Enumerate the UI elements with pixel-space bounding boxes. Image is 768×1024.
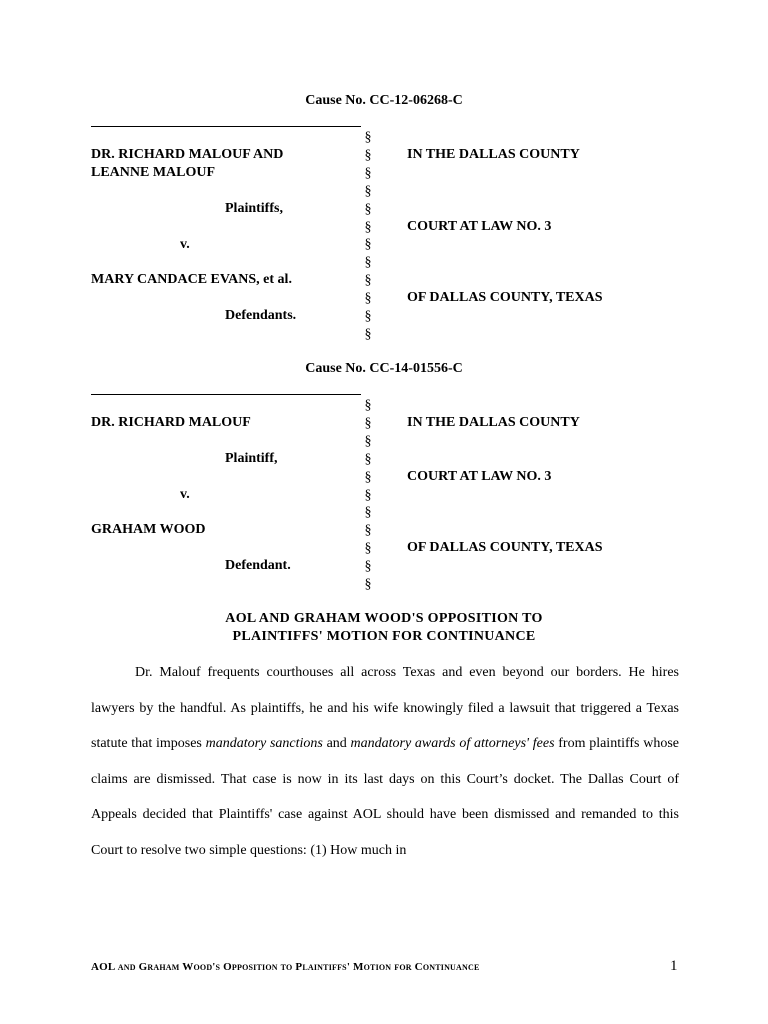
page-number: 1 (670, 958, 678, 974)
defendant-name-1: MARY CANDACE EVANS, et al. (91, 272, 292, 287)
body-text-part1: Dr. Malouf frequents courthouses all across Texas and even beyond our borders. He hires lawyers by the handful. As plaintiffs, he and his wife knowingly filed a lawsuit that triggered a Texas statute that imposes (91, 665, 679, 751)
court-line1-1: IN THE DALLAS COUNTY (407, 147, 580, 162)
plaintiff-name-line1: DR. RICHARD MALOUF AND (91, 147, 284, 162)
cause-number-2: Cause No. CC-14-01556-C (305, 361, 463, 376)
caption-rule-1 (91, 126, 361, 127)
court-line1-2: IN THE DALLAS COUNTY (407, 415, 580, 430)
court-line3-2: OF DALLAS COUNTY, TEXAS (407, 540, 603, 555)
defendants-label: Defendants. (225, 308, 297, 323)
body-paragraph (91, 655, 679, 868)
section-marks-2: § § § § § § § § § § § (364, 398, 372, 593)
caption-rule-2 (91, 394, 361, 395)
document-title-line2: PLAINTIFFS' MOTION FOR CONTINUANCE (232, 629, 536, 644)
document-title-line1: AOL AND GRAHAM WOOD'S OPPOSITION TO (225, 611, 543, 626)
court-line2-2: COURT AT LAW NO. 3 (407, 469, 552, 484)
plaintiff-name-2: DR. RICHARD MALOUF (91, 415, 251, 430)
body-italic-fees: mandatory awards of attorneys' fees (350, 736, 555, 751)
cause-number-1: Cause No. CC-12-06268-C (305, 93, 463, 108)
plaintiffs-label: Plaintiffs, (225, 201, 283, 216)
body-italic-sanctions: mandatory sanctions (205, 736, 323, 751)
defendant-label: Defendant. (225, 558, 291, 573)
plaintiff-label: Plaintiff, (225, 451, 278, 466)
defendant-name-2: GRAHAM WOOD (91, 522, 206, 537)
section-marks-1: § § § § § § § § § § § § (364, 130, 372, 342)
court-line2-1: COURT AT LAW NO. 3 (407, 219, 552, 234)
body-text-part3: from plaintiffs whose claims are dismissed. That case is now in its last days on this Court’s docket. The Dallas Court of Appeals decided that Plaintiffs' case against AOL should have been dismissed and remanded to this Court to resolve two simple questions: (1) How much in (91, 736, 679, 858)
body-text-part2: and (322, 736, 351, 751)
versus-1: v. (180, 237, 190, 252)
court-line3-1: OF DALLAS COUNTY, TEXAS (407, 290, 603, 305)
footer-title: AOL and Graham Wood's Opposition to Plaintiffs' Motion for Continuance (91, 961, 480, 973)
versus-2: v. (180, 487, 190, 502)
plaintiff-name-line2: LEANNE MALOUF (91, 165, 216, 180)
